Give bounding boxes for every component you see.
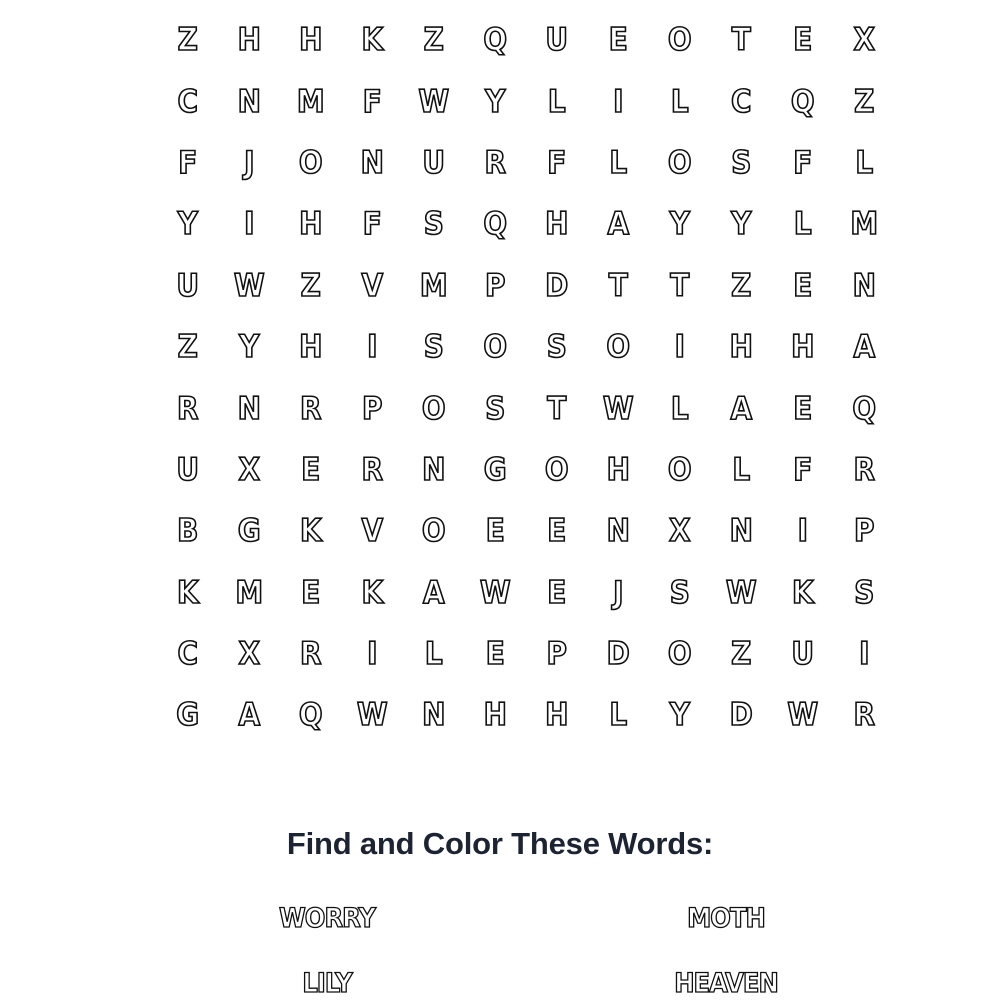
grid-letter: H <box>545 697 569 734</box>
grid-letter: R <box>853 451 875 488</box>
grid-letter: U <box>176 267 200 304</box>
grid-letter: V <box>361 513 384 550</box>
grid-letter: E <box>301 574 321 611</box>
grid-letter: A <box>853 329 876 366</box>
grid-letter: D <box>545 267 569 304</box>
grid-letter: K <box>299 513 322 550</box>
grid-letter: X <box>238 636 260 673</box>
grid-letter: A <box>422 574 445 611</box>
grid-letter: O <box>298 144 323 181</box>
grid-letter: L <box>732 451 751 488</box>
grid-letter: Z <box>423 22 444 59</box>
grid-letter: D <box>729 697 753 734</box>
grid-letter: T <box>670 267 690 304</box>
grid-letter: H <box>606 451 630 488</box>
grid-letter: Z <box>854 83 875 120</box>
grid-letter: O <box>667 636 692 673</box>
grid-letter: U <box>176 451 200 488</box>
grid-letter: H <box>729 329 753 366</box>
grid-letter: M <box>419 267 448 304</box>
word-list-title: Find and Color These Words: <box>286 826 714 861</box>
grid-letter: R <box>300 636 322 673</box>
grid-letter: S <box>423 206 444 243</box>
grid-letter: E <box>547 574 567 611</box>
grid-letter: V <box>361 267 384 304</box>
grid-letter: N <box>237 83 261 120</box>
grid-letter: Z <box>177 329 198 366</box>
grid-letter: I <box>674 329 685 366</box>
grid-letter: L <box>670 83 689 120</box>
word-list-item: HEAVEN <box>674 968 778 999</box>
grid-letter: E <box>485 636 505 673</box>
grid-letter: Y <box>177 206 198 243</box>
grid-letter: J <box>613 574 624 611</box>
grid-letter: R <box>300 390 322 427</box>
grid-letter: Y <box>731 206 752 243</box>
grid-letter: Q <box>483 22 508 59</box>
grid-letter: M <box>850 206 879 243</box>
grid-letter: A <box>607 206 630 243</box>
word-list-item: LILY <box>302 968 352 999</box>
grid-letter: X <box>668 513 691 550</box>
grid-letter: Z <box>731 636 752 673</box>
grid-letter: Y <box>239 329 260 366</box>
grid-letter: I <box>244 206 255 243</box>
grid-letter: Z <box>177 22 198 59</box>
grid-letter: K <box>176 574 199 611</box>
grid-letter: I <box>859 636 870 673</box>
grid-letter: W <box>602 390 634 427</box>
grid-letter: S <box>669 574 690 611</box>
grid-letter: H <box>299 206 323 243</box>
grid-letter: U <box>422 144 446 181</box>
grid-letter: M <box>296 83 325 120</box>
grid-letter: N <box>237 390 261 427</box>
grid-letter: S <box>485 390 506 427</box>
grid-letter: P <box>854 513 875 550</box>
grid-letter: Y <box>669 206 690 243</box>
grid-letter: E <box>547 513 567 550</box>
grid-letter: T <box>731 22 751 59</box>
grid-letter: X <box>238 451 260 488</box>
grid-letter: W <box>418 83 450 120</box>
grid-letter: E <box>793 390 813 427</box>
grid-letter: G <box>483 451 507 488</box>
grid-letter: O <box>667 22 692 59</box>
grid-letter: Z <box>731 267 752 304</box>
grid-letter: W <box>233 267 265 304</box>
grid-letter: C <box>731 83 752 120</box>
grid-letter: R <box>361 451 383 488</box>
grid-letter: I <box>613 83 624 120</box>
grid-letter: H <box>299 22 323 59</box>
grid-letter: P <box>485 267 506 304</box>
grid-letter: O <box>667 144 692 181</box>
grid-letter: F <box>362 206 382 243</box>
grid-letter: O <box>483 329 508 366</box>
grid-letter: F <box>547 144 567 181</box>
grid-letter: U <box>791 636 815 673</box>
grid-letter: N <box>422 451 446 488</box>
grid-letter: Y <box>485 83 506 120</box>
grid-letter: H <box>237 22 261 59</box>
grid-letter: K <box>361 574 384 611</box>
grid-letter: K <box>791 574 814 611</box>
grid-letter: O <box>606 329 631 366</box>
grid-letter: F <box>793 451 813 488</box>
grid-letter: S <box>423 329 444 366</box>
grid-letter: N <box>422 697 446 734</box>
word-list-item: MOTH <box>687 903 765 934</box>
grid-letter: Q <box>483 206 508 243</box>
grid-letter: L <box>609 144 628 181</box>
grid-letter: Q <box>298 697 323 734</box>
grid-letter: L <box>547 83 566 120</box>
grid-letter: L <box>609 697 628 734</box>
grid-letter: K <box>361 22 384 59</box>
grid-letter: P <box>546 636 567 673</box>
grid-letter: S <box>731 144 752 181</box>
grid-letter: E <box>793 267 813 304</box>
grid-letter: H <box>299 329 323 366</box>
grid-letter: I <box>367 636 378 673</box>
grid-letter: F <box>793 144 813 181</box>
grid-letter: L <box>793 206 812 243</box>
grid-letter: H <box>483 697 507 734</box>
grid-letter: R <box>853 697 875 734</box>
grid-letter: O <box>667 451 692 488</box>
grid-letter: L <box>855 144 874 181</box>
word-list-item: WORRY <box>279 903 375 934</box>
grid-letter: A <box>730 390 753 427</box>
grid-letter: Z <box>300 267 321 304</box>
grid-letter: N <box>606 513 630 550</box>
grid-letter: C <box>177 83 198 120</box>
grid-letter: S <box>854 574 875 611</box>
grid-letter: N <box>360 144 384 181</box>
grid-letter: C <box>177 636 198 673</box>
grid-letter: W <box>725 574 757 611</box>
grid-letter: H <box>545 206 569 243</box>
grid-letter: R <box>177 390 199 427</box>
grid-letter: L <box>670 390 689 427</box>
grid-letter: W <box>787 697 819 734</box>
grid-letter: O <box>544 451 569 488</box>
grid-letter: E <box>301 451 321 488</box>
grid-letter: Q <box>790 83 815 120</box>
grid-letter: J <box>244 144 255 181</box>
grid-letter: E <box>608 22 628 59</box>
grid-letter: F <box>178 144 198 181</box>
grid-letter: Y <box>669 697 690 734</box>
grid-letter: L <box>424 636 443 673</box>
grid-letter: N <box>729 513 753 550</box>
grid-letter: D <box>606 636 630 673</box>
grid-letter: N <box>852 267 876 304</box>
grid-letter: E <box>793 22 813 59</box>
grid-letter: P <box>362 390 383 427</box>
grid-letter: T <box>547 390 567 427</box>
grid-letter: X <box>853 22 875 59</box>
grid-letter: U <box>545 22 569 59</box>
grid-letter: B <box>177 513 199 550</box>
grid-letter: W <box>356 697 388 734</box>
grid-letter: H <box>791 329 815 366</box>
grid-letter: I <box>367 329 378 366</box>
grid-letter: A <box>238 697 261 734</box>
grid-letter: F <box>362 83 382 120</box>
grid-letter: G <box>176 697 200 734</box>
word-search-grid <box>157 10 897 747</box>
grid-letter: E <box>485 513 505 550</box>
grid-letter: G <box>237 513 261 550</box>
grid-letter: W <box>479 574 511 611</box>
grid-letter: T <box>608 267 628 304</box>
grid-letter: O <box>421 513 446 550</box>
grid-letter: Q <box>852 390 877 427</box>
grid-letter: M <box>235 574 264 611</box>
grid-letter: S <box>546 329 567 366</box>
grid-letter: I <box>797 513 808 550</box>
grid-letter: R <box>484 144 506 181</box>
grid-letter: O <box>421 390 446 427</box>
